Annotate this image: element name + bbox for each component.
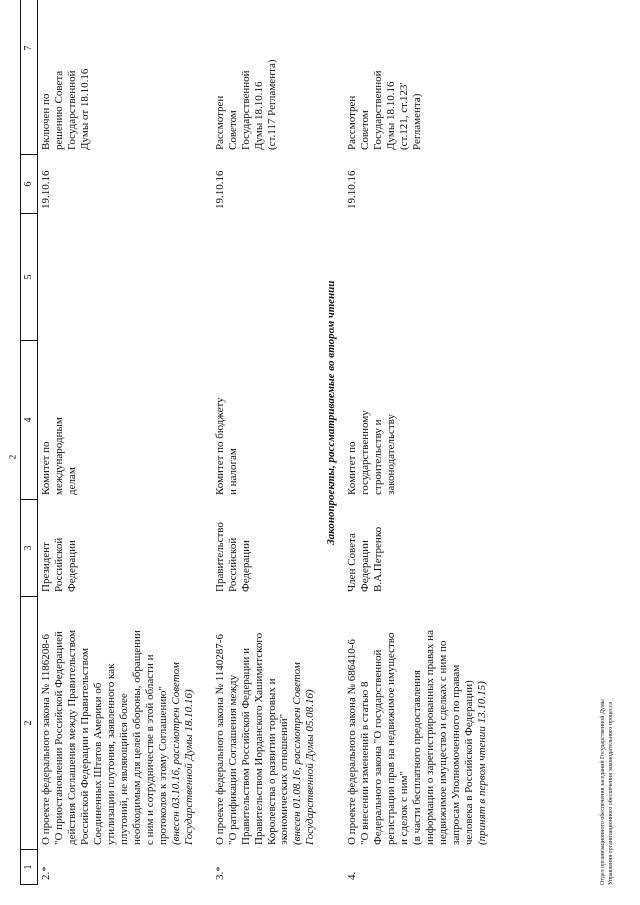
row-spacer: [198, 0, 212, 885]
responsible-committee: [212, 341, 320, 500]
bill-text-line: недвижимое имущество и сделках с ним по: [437, 640, 450, 845]
row-number: 2.*: [40, 866, 52, 880]
status-line: Рассмотрен: [213, 95, 226, 150]
status-line: Думы от 18.10.16: [78, 68, 91, 150]
bill-text-line: экономических отношений": [278, 713, 291, 845]
status-line: Рассмотрен: [346, 95, 359, 150]
bill-text-line: Королевства о развитии торговых и: [265, 678, 278, 845]
column-header: 3: [21, 500, 38, 597]
bill-text-line: "О ратификации Соглашения между: [226, 674, 239, 845]
column-header: 6: [21, 155, 38, 214]
bill-text-line: Правительством Иорданского Хашимитского: [252, 632, 265, 845]
agenda-table: [20, 0, 491, 885]
responsible-committee: [38, 341, 198, 500]
committee-line: и налогам: [226, 448, 239, 495]
bill-description: [344, 597, 491, 850]
review-date: 19.10.16: [346, 170, 359, 209]
column-5-cell: [212, 214, 320, 341]
status-line: решению Совета: [52, 70, 65, 150]
committee-line: государственному: [359, 410, 372, 495]
status-line: (ст.121, ст.123': [398, 82, 411, 150]
status-line: Государственной: [65, 70, 78, 150]
author-line: В.А.Петренко: [372, 526, 385, 592]
bill-note-line: (принят в первом чтении 13.10.15): [476, 681, 489, 845]
bill-text-line: необходимым для целей обороны, обращении: [130, 630, 143, 845]
committee-line: международным: [52, 417, 65, 495]
bill-text-line: протоколов к этому Соглашению": [156, 686, 169, 845]
column-5-cell: [38, 214, 198, 341]
author-line: Федерации: [239, 540, 252, 592]
author-line: Российской: [226, 537, 239, 592]
bill-text-line: Соединенных Штатов Америки об: [91, 682, 104, 845]
committee-line: Комитет по: [40, 441, 52, 495]
bill-status: [212, 0, 320, 155]
bill-text-line: регистрации прав на недвижимое имущество: [385, 632, 398, 845]
bill-text-line: О проекте федерального закона № 686410-6: [346, 639, 359, 845]
row-number: 4.: [346, 871, 359, 880]
column-header: 4: [21, 341, 38, 500]
page-footer: [600, 585, 615, 885]
author-line: Федерации: [359, 540, 372, 592]
bill-author: [38, 500, 198, 597]
author-line: Правительство: [213, 522, 226, 592]
committee-line: Комитет по бюджету: [213, 397, 226, 495]
column-header: 5: [21, 214, 38, 341]
footer-line: Управления организационного обеспечения законодательного процесса: [607, 701, 614, 885]
status-line: Думы 18.10.16: [385, 81, 398, 150]
section-header-row: [319, 0, 344, 885]
review-date: 19.10.16: [40, 170, 52, 209]
status-line: Регламента): [411, 93, 424, 150]
section-title: Законопроекты, рассматриваемые во втором чтении: [325, 280, 338, 545]
author-line: Федерации: [65, 540, 78, 592]
status-line: (ст.117 Регламента): [265, 59, 278, 150]
status-line: Государственной: [372, 70, 385, 150]
column-header: 1: [21, 850, 38, 885]
author-line: Член Совета: [346, 533, 359, 592]
bill-description: [212, 597, 320, 850]
responsible-committee: [344, 341, 491, 500]
bill-text-line: "О внесении изменений в статью 8: [359, 681, 372, 845]
bill-description: [38, 597, 198, 850]
row-number: 3.*: [213, 866, 226, 880]
status-line: Включен по: [40, 93, 52, 150]
table-row: [344, 0, 491, 885]
bill-status: [38, 0, 198, 155]
agenda-table-rotated: [20, 5, 620, 885]
bill-note-line: (внесен 01.08.16, рассмотрен Советом: [291, 662, 304, 845]
bill-author: [344, 500, 491, 597]
bill-note-line: Государственной Думы 18.10.16): [182, 689, 195, 845]
bill-text-line: информации о зарегистрированных правах на: [424, 630, 437, 845]
bill-text-line: с ним и сотрудничестве в этой области и: [143, 654, 156, 845]
table-row: [212, 0, 320, 885]
column-5-cell: [344, 214, 491, 341]
bill-text-line: плутоний, не являющийся более: [117, 693, 130, 845]
bill-text-line: О проекте федерального закона № 1186208-6: [40, 634, 52, 845]
bill-text-line: человека в Российской Федерации): [463, 680, 476, 845]
committee-line: делам: [65, 467, 78, 495]
status-line: Государственной: [239, 70, 252, 150]
column-header: 7: [21, 0, 38, 155]
status-line: Советом: [359, 110, 372, 150]
bill-text-line: Федерального закона "О государственной: [372, 649, 385, 845]
bill-text-line: Правительством Российской Федерации и: [239, 648, 252, 845]
committee-line: Комитет по: [346, 441, 359, 495]
bill-note-line: Государственной Думы 05.08.16): [304, 689, 317, 845]
bill-text-line: и сделок с ним": [398, 771, 411, 845]
column-header: 2: [21, 597, 38, 850]
status-line: Советом: [226, 110, 239, 150]
column-number-row: [21, 0, 38, 885]
bill-text-line: запросам Уполномоченного по правам: [450, 664, 463, 845]
committee-line: законодательству: [385, 414, 398, 495]
bill-text-line: действия Соглашения между Правительством: [65, 630, 78, 845]
committee-line: строительству и: [372, 419, 385, 495]
page-number: 2: [7, 454, 18, 460]
bill-text-line: Российской Федерации и Правительством: [78, 648, 91, 845]
review-date: 19.10.16: [213, 170, 226, 209]
bill-author: [212, 500, 320, 597]
author-line: Президент: [40, 542, 52, 592]
bill-text-line: "О приостановлении Российской Федерацией: [52, 631, 65, 845]
bill-note-line: (внесен 03.10.16, рассмотрен Советом: [169, 662, 182, 845]
bill-text-line: утилизации плутония, заявленного как: [104, 663, 117, 845]
table-row: [38, 0, 198, 885]
bill-status: [344, 0, 491, 155]
bill-text-line: О проекте федерального закона № 1140287-6: [213, 634, 226, 845]
footer-line: Отдел организационного обеспечения заседаний Государственной Думы: [600, 699, 606, 885]
author-line: Российской: [52, 537, 65, 592]
status-line: Думы 18.10.16: [252, 81, 265, 150]
bill-text-line: (в части бесплатного предоставления: [411, 670, 424, 845]
